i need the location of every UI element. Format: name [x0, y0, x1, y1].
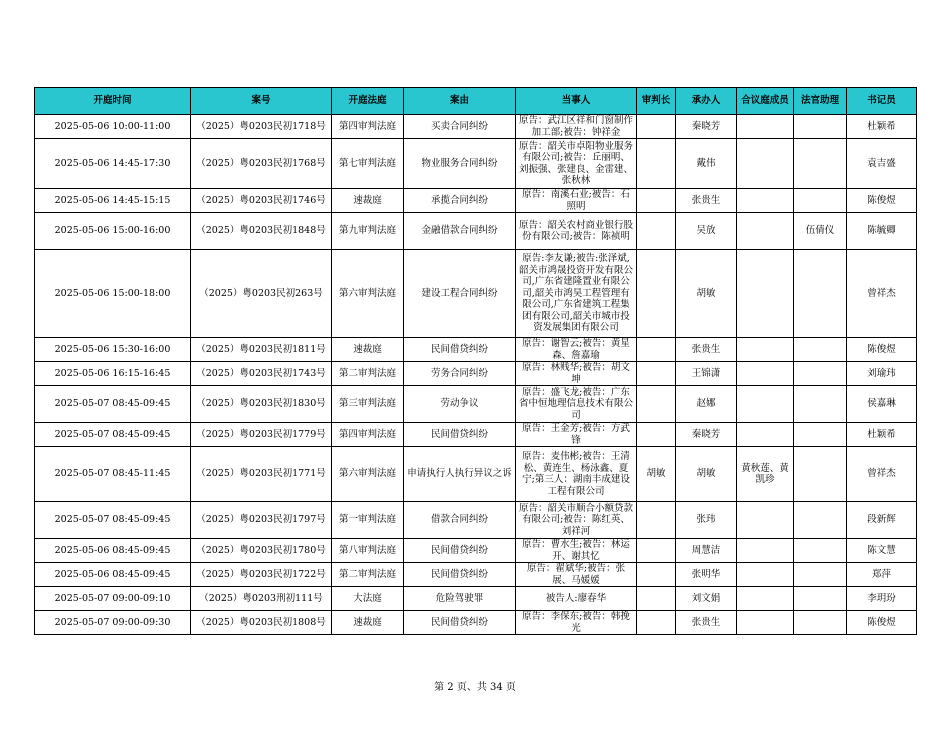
cell-parties: 原告：武江区祥和门窗制作加工部;被告：钟祥金	[516, 115, 637, 139]
cell-parties: 原告：李保东;被告：韩挽光	[516, 611, 637, 635]
cell-clerk: 李玥玢	[847, 587, 917, 611]
cell-chief-judge	[637, 362, 676, 386]
cell-handler: 张贵生	[676, 338, 737, 362]
cell-panel: 黄秋莲、黄凯珍	[737, 447, 794, 502]
cell-chief-judge	[637, 386, 676, 423]
cell-time: 2025-05-06 15:00-16:00	[35, 213, 191, 250]
cell-assistant	[794, 563, 847, 587]
cell-time: 2025-05-06 08:45-09:45	[35, 539, 191, 563]
cell-chief-judge	[637, 587, 676, 611]
cell-court: 第六审判法庭	[332, 447, 404, 502]
cell-cause: 借款合同纠纷	[404, 502, 516, 539]
cell-chief-judge	[637, 539, 676, 563]
table-row	[35, 563, 917, 587]
table-row	[35, 502, 917, 539]
cell-cause: 建设工程合同纠纷	[404, 250, 516, 338]
cell-time: 2025-05-07 08:45-09:45	[35, 423, 191, 447]
cell-chief-judge: 胡敏	[637, 447, 676, 502]
cell-handler: 张明华	[676, 563, 737, 587]
cell-assistant	[794, 587, 847, 611]
cell-chief-judge	[637, 139, 676, 189]
table-row	[35, 447, 917, 502]
cell-court: 速裁庭	[332, 338, 404, 362]
cell-cause: 民间借贷纠纷	[404, 338, 516, 362]
cell-handler: 刘文娟	[676, 587, 737, 611]
cell-handler: 王锦潇	[676, 362, 737, 386]
cell-parties: 原告：南溪石业;被告：石照明	[516, 189, 637, 213]
cell-parties: 原告：盛飞龙;被告：广东省中恒地理信息技术有限公司	[516, 386, 637, 423]
cell-clerk: 曾祥杰	[847, 447, 917, 502]
cell-chief-judge	[637, 563, 676, 587]
cell-time: 2025-05-06 15:00-18:00	[35, 250, 191, 338]
cell-case-no: （2025）粤0203民初1771号	[191, 447, 332, 502]
cell-court: 第一审判法庭	[332, 502, 404, 539]
header-clerk: 书记员	[847, 88, 917, 115]
cell-clerk: 陈俊煜	[847, 338, 917, 362]
cell-court: 第二审判法庭	[332, 362, 404, 386]
cell-handler: 秦晓芳	[676, 115, 737, 139]
cell-case-no: （2025）粤0203民初1808号	[191, 611, 332, 635]
cell-cause: 承揽合同纠纷	[404, 189, 516, 213]
cell-clerk: 陈俊煜	[847, 189, 917, 213]
cell-handler: 胡敏	[676, 250, 737, 338]
cell-parties: 原告：韶关市顺合小额贷款有限公司;被告：陈红英、刘祥河	[516, 502, 637, 539]
cell-cause: 民间借贷纠纷	[404, 563, 516, 587]
table-row	[35, 423, 917, 447]
cell-panel	[737, 139, 794, 189]
cell-clerk: 段新辉	[847, 502, 917, 539]
table-row	[35, 338, 917, 362]
cell-panel	[737, 213, 794, 250]
cell-chief-judge	[637, 189, 676, 213]
cell-court: 第三审判法庭	[332, 386, 404, 423]
cell-assistant	[794, 386, 847, 423]
cell-assistant	[794, 189, 847, 213]
cell-parties: 原告：韶关农村商业银行股份有限公司;被告：陈祯明	[516, 213, 637, 250]
cell-handler: 吴放	[676, 213, 737, 250]
table-row	[35, 587, 917, 611]
cell-case-no: （2025）粤0203民初1722号	[191, 563, 332, 587]
table-row	[35, 189, 917, 213]
table-row	[35, 213, 917, 250]
cell-parties: 原告：曹水生;被告：林运开、谢其忆	[516, 539, 637, 563]
cell-parties: 原告：麦伟彬;被告：王清松、黄连生、杨泳鑫、夏宁;第三人：湖南丰成建设工程有限公司	[516, 447, 637, 502]
cell-court: 大法庭	[332, 587, 404, 611]
table-row	[35, 539, 917, 563]
cell-assistant	[794, 611, 847, 635]
cell-handler: 秦晓芳	[676, 423, 737, 447]
cell-case-no: （2025）粤0203民初1718号	[191, 115, 332, 139]
cell-parties: 原告：翟斌华;被告：张展、马媛媛	[516, 563, 637, 587]
header-time: 开庭时间	[35, 88, 191, 115]
table-row	[35, 250, 917, 338]
cell-handler: 张贵生	[676, 189, 737, 213]
cell-panel	[737, 386, 794, 423]
cell-panel	[737, 250, 794, 338]
cell-cause: 金融借款合同纠纷	[404, 213, 516, 250]
header-cause: 案由	[404, 88, 516, 115]
cell-parties: 被告人:廖春华	[516, 587, 637, 611]
cell-clerk: 杜颖希	[847, 115, 917, 139]
cell-panel	[737, 502, 794, 539]
cell-chief-judge	[637, 611, 676, 635]
cell-panel	[737, 189, 794, 213]
cell-assistant	[794, 423, 847, 447]
cell-chief-judge	[637, 250, 676, 338]
cell-assistant	[794, 139, 847, 189]
cell-handler: 张贵生	[676, 611, 737, 635]
cell-cause: 物业服务合同纠纷	[404, 139, 516, 189]
cell-time: 2025-05-07 08:45-09:45	[35, 502, 191, 539]
cell-cause: 民间借贷纠纷	[404, 539, 516, 563]
header-assistant: 法官助理	[794, 88, 847, 115]
table-row	[35, 115, 917, 139]
cell-panel	[737, 539, 794, 563]
cell-time: 2025-05-07 09:00-09:30	[35, 611, 191, 635]
hearing-schedule-table	[34, 87, 917, 635]
cell-time: 2025-05-07 08:45-11:45	[35, 447, 191, 502]
cell-case-no: （2025）粤0203民初1779号	[191, 423, 332, 447]
header-row	[35, 88, 917, 115]
cell-handler: 周慧洁	[676, 539, 737, 563]
cell-court: 第四审判法庭	[332, 423, 404, 447]
header-parties: 当事人	[516, 88, 637, 115]
table-row	[35, 139, 917, 189]
cell-assistant	[794, 338, 847, 362]
cell-assistant	[794, 362, 847, 386]
cell-clerk: 侯嘉琳	[847, 386, 917, 423]
cell-court: 第二审判法庭	[332, 563, 404, 587]
cell-parties: 原告：王金芳;被告：方武锋	[516, 423, 637, 447]
cell-assistant	[794, 539, 847, 563]
cell-parties: 原告：林贱华;被告：胡文坤	[516, 362, 637, 386]
cell-court: 第四审判法庭	[332, 115, 404, 139]
cell-time: 2025-05-06 16:15-16:45	[35, 362, 191, 386]
cell-panel	[737, 423, 794, 447]
cell-panel	[737, 115, 794, 139]
table-row	[35, 611, 917, 635]
cell-chief-judge	[637, 338, 676, 362]
cell-time: 2025-05-06 08:45-09:45	[35, 563, 191, 587]
cell-case-no: （2025）粤0203民初1830号	[191, 386, 332, 423]
cell-court: 第九审判法庭	[332, 213, 404, 250]
cell-time: 2025-05-06 14:45-15:15	[35, 189, 191, 213]
cell-court: 第八审判法庭	[332, 539, 404, 563]
cell-parties: 原告:李友谦;被告:张泽斌,韶关市鸿晟投资开发有限公司,广东省建隆置业有限公司,韶关市鸿昊工程管理有限公司,广东省建筑工程集团有限公司,韶关市城市投资发展集团有限公司	[516, 250, 637, 338]
cell-assistant	[794, 502, 847, 539]
cell-handler: 胡敏	[676, 447, 737, 502]
cell-panel	[737, 563, 794, 587]
cell-clerk: 陈毓卿	[847, 213, 917, 250]
header-panel: 合议庭成员	[737, 88, 794, 115]
cell-court: 第六审判法庭	[332, 250, 404, 338]
cell-assistant: 伍倩仪	[794, 213, 847, 250]
cell-clerk: 陈俊煜	[847, 611, 917, 635]
header-handler: 承办人	[676, 88, 737, 115]
cell-panel	[737, 611, 794, 635]
header-case-no: 案号	[191, 88, 332, 115]
cell-case-no: （2025）粤0203民初1848号	[191, 213, 332, 250]
cell-cause: 民间借贷纠纷	[404, 423, 516, 447]
table-row	[35, 362, 917, 386]
cell-case-no: （2025）粤0203刑初111号	[191, 587, 332, 611]
cell-case-no: （2025）粤0203民初263号	[191, 250, 332, 338]
cell-assistant	[794, 447, 847, 502]
cell-cause: 劳务合同纠纷	[404, 362, 516, 386]
cell-handler: 张玮	[676, 502, 737, 539]
cell-cause: 民间借贷纠纷	[404, 611, 516, 635]
cell-chief-judge	[637, 502, 676, 539]
cell-panel	[737, 587, 794, 611]
header-chief-judge: 审判长	[637, 88, 676, 115]
cell-time: 2025-05-06 10:00-11:00	[35, 115, 191, 139]
cell-assistant	[794, 115, 847, 139]
cell-chief-judge	[637, 115, 676, 139]
cell-time: 2025-05-07 09:00-09:10	[35, 587, 191, 611]
cell-clerk: 郑萍	[847, 563, 917, 587]
cell-time: 2025-05-06 14:45-17:30	[35, 139, 191, 189]
cell-cause: 申请执行人执行异议之诉	[404, 447, 516, 502]
cell-clerk: 刘瑜玮	[847, 362, 917, 386]
cell-clerk: 袁吉盛	[847, 139, 917, 189]
cell-court: 速裁庭	[332, 189, 404, 213]
cell-court: 第七审判法庭	[332, 139, 404, 189]
cell-chief-judge	[637, 423, 676, 447]
cell-panel	[737, 338, 794, 362]
cell-parties: 原告：韶关市卓阳物业服务有限公司;被告：丘丽明、刘振强、张建良、金雷建、张秋林	[516, 139, 637, 189]
cell-case-no: （2025）粤0203民初1780号	[191, 539, 332, 563]
cell-panel	[737, 362, 794, 386]
cell-clerk: 杜颖希	[847, 423, 917, 447]
cell-chief-judge	[637, 213, 676, 250]
cell-case-no: （2025）粤0203民初1768号	[191, 139, 332, 189]
cell-handler: 赵娜	[676, 386, 737, 423]
cell-cause: 买卖合同纠纷	[404, 115, 516, 139]
header-court: 开庭法庭	[332, 88, 404, 115]
cell-parties: 原告：谢智云;被告：黄星森、詹嘉瑜	[516, 338, 637, 362]
cell-cause: 危险驾驶罪	[404, 587, 516, 611]
cell-court: 速裁庭	[332, 611, 404, 635]
cell-assistant	[794, 250, 847, 338]
cell-case-no: （2025）粤0203民初1743号	[191, 362, 332, 386]
cell-case-no: （2025）粤0203民初1811号	[191, 338, 332, 362]
cell-case-no: （2025）粤0203民初1797号	[191, 502, 332, 539]
page-footer: 第 2 页、共 34 页	[434, 682, 516, 693]
cell-clerk: 曾祥杰	[847, 250, 917, 338]
cell-clerk: 陈文慧	[847, 539, 917, 563]
cell-handler: 戴伟	[676, 139, 737, 189]
cell-time: 2025-05-06 15:30-16:00	[35, 338, 191, 362]
table-row	[35, 386, 917, 423]
cell-cause: 劳动争议	[404, 386, 516, 423]
cell-case-no: （2025）粤0203民初1746号	[191, 189, 332, 213]
cell-time: 2025-05-07 08:45-09:45	[35, 386, 191, 423]
